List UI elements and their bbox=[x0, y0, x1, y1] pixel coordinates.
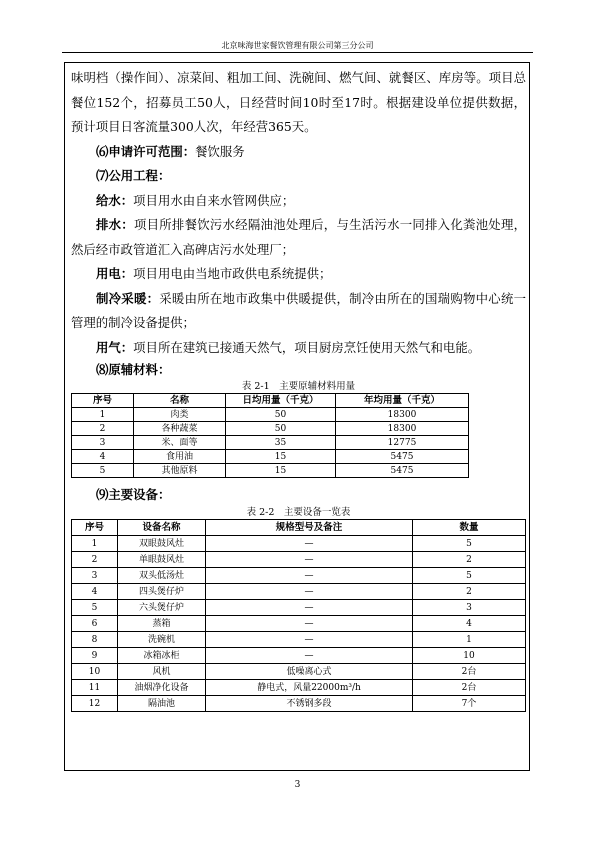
table-row bbox=[72, 696, 526, 712]
equipment-label: ⑼主要设备： bbox=[96, 487, 171, 502]
table-row bbox=[72, 632, 526, 648]
table-row bbox=[72, 464, 469, 478]
table-row bbox=[72, 436, 469, 450]
table-cell: 2 bbox=[413, 552, 526, 568]
permit-scope-label: ⑹申请许可范围： bbox=[96, 143, 196, 159]
table-cell: 米、面等 bbox=[134, 436, 226, 450]
table-row bbox=[72, 648, 526, 664]
drain-label: 排水： bbox=[96, 217, 134, 232]
hvac-text: 采暖由所在地市政集中供暖提供，制冷由所在的国瑞购物中心统一管理的制冷设备提供； bbox=[71, 290, 527, 330]
table-row bbox=[72, 536, 526, 552]
equipment-table bbox=[71, 519, 526, 712]
table-cell: 3 bbox=[72, 568, 118, 584]
table-header-cell: 日均用量（千克） bbox=[226, 394, 336, 408]
table-cell: 洗碗机 bbox=[118, 632, 206, 648]
table-cell: 7个 bbox=[413, 696, 526, 712]
permit-scope-text: 餐饮服务 bbox=[195, 143, 245, 159]
table-cell: 18300 bbox=[336, 422, 469, 436]
materials-label: ⑻原辅材料： bbox=[96, 362, 171, 377]
table-cell: 肉类 bbox=[134, 408, 226, 422]
table-row bbox=[72, 450, 469, 464]
table-cell: 双头低汤灶 bbox=[118, 568, 206, 584]
header-rule bbox=[62, 52, 533, 53]
table-header-cell: 年均用量（千克） bbox=[336, 394, 469, 408]
table-cell: 双眼鼓风灶 bbox=[118, 536, 206, 552]
water-text: 项目用水由自来水管网供应； bbox=[133, 192, 295, 208]
table-cell: 1 bbox=[413, 632, 526, 648]
table-cell: — bbox=[206, 648, 413, 664]
table-cell: 食用油 bbox=[134, 450, 226, 464]
equipment-heading bbox=[71, 484, 526, 506]
table-cell: 冰箱冰柜 bbox=[118, 648, 206, 664]
table-cell: — bbox=[206, 536, 413, 552]
table-cell: 5 bbox=[72, 464, 134, 478]
table-cell: 35 bbox=[226, 436, 336, 450]
table-cell: — bbox=[206, 568, 413, 584]
table-cell: 15 bbox=[226, 464, 336, 478]
gas-label: 用气： bbox=[96, 339, 134, 355]
table-row bbox=[72, 584, 526, 600]
table-cell: — bbox=[206, 552, 413, 568]
hvac bbox=[71, 287, 526, 336]
table-cell: 9 bbox=[72, 648, 118, 664]
table-cell: 6 bbox=[72, 616, 118, 632]
drain-text: 项目所排餐饮污水经隔油池处理后，与生活污水一同排入化粪池处理，然后经市政管道汇入高碑店污水处理厂； bbox=[71, 217, 527, 257]
table-cell: 4 bbox=[413, 616, 526, 632]
table-cell: 5 bbox=[72, 600, 118, 616]
table-row bbox=[72, 552, 526, 568]
table-cell: 10 bbox=[413, 648, 526, 664]
table-cell: 18300 bbox=[336, 408, 469, 422]
table-cell: 六头煲仔炉 bbox=[118, 600, 206, 616]
table-cell: 各种蔬菜 bbox=[134, 422, 226, 436]
table-cell: 50 bbox=[226, 408, 336, 422]
table-cell: 10 bbox=[72, 664, 118, 680]
table-row bbox=[72, 422, 469, 436]
table-cell: 15 bbox=[226, 450, 336, 464]
power-supply bbox=[71, 262, 526, 287]
table-cell: — bbox=[206, 616, 413, 632]
table-cell: 油烟净化设备 bbox=[118, 680, 206, 696]
table-cell: 4 bbox=[72, 584, 118, 600]
table-row bbox=[72, 600, 526, 616]
table-cell: 8 bbox=[72, 632, 118, 648]
table-cell: 2台 bbox=[413, 680, 526, 696]
table-cell: 1 bbox=[72, 408, 134, 422]
table-header-cell: 设备名称 bbox=[118, 520, 206, 536]
table-row bbox=[72, 664, 526, 680]
power-text: 项目用电由当地市政供电系统提供； bbox=[133, 266, 332, 281]
table-header-cell: 名称 bbox=[134, 394, 226, 408]
table-cell: — bbox=[206, 584, 413, 600]
table-header-cell: 序号 bbox=[72, 394, 134, 408]
table-cell: 5 bbox=[413, 536, 526, 552]
table-cell: 4 bbox=[72, 450, 134, 464]
table-header-cell: 数量 bbox=[413, 520, 526, 536]
table-header-row bbox=[72, 520, 526, 536]
table-cell: — bbox=[206, 632, 413, 648]
table-cell: 四头煲仔炉 bbox=[118, 584, 206, 600]
table-row bbox=[72, 568, 526, 584]
utilities-label: ⑺公用工程： bbox=[96, 168, 171, 183]
table-cell: 5475 bbox=[336, 464, 469, 478]
table-cell: 3 bbox=[413, 600, 526, 616]
table-cell: 2 bbox=[72, 422, 134, 436]
table-cell: 2 bbox=[413, 584, 526, 600]
table-cell: 2台 bbox=[413, 664, 526, 680]
table-cell: 静电式，风量22000m³/h bbox=[206, 680, 413, 696]
table1-caption: 表 2-1 主要原辅材料用量 bbox=[241, 381, 356, 392]
utilities-heading bbox=[71, 164, 526, 189]
table-cell: 其他原料 bbox=[134, 464, 226, 478]
project-overview-paragraph: 味明档（操作间）、凉菜间、粗加工间、洗碗间、燃气间、就餐区、库房等。项目总餐位152个，招募员工50人，日经营时间10时至17时。根据建设单位提供数据，预计项目日客流量300人次，年经营365天。 bbox=[71, 70, 526, 134]
table-cell: 5475 bbox=[336, 450, 469, 464]
table-cell: 11 bbox=[72, 680, 118, 696]
page-number: 3 bbox=[294, 780, 301, 790]
power-label: 用电： bbox=[96, 266, 134, 281]
table-cell: — bbox=[206, 600, 413, 616]
table-cell: 12775 bbox=[336, 436, 469, 450]
gas-text: 项目所在建筑已接通天然气，项目厨房烹饪使用天然气和电能。 bbox=[133, 339, 481, 355]
table-cell: 12 bbox=[72, 696, 118, 712]
table-cell: 隔油池 bbox=[118, 696, 206, 712]
table-row bbox=[72, 616, 526, 632]
table-row bbox=[72, 680, 526, 696]
table-header-cell: 序号 bbox=[72, 520, 118, 536]
table-cell: 3 bbox=[72, 436, 134, 450]
table-cell: 5 bbox=[413, 568, 526, 584]
materials-table bbox=[71, 393, 469, 478]
page-header: 北京味海世家餐饮管理有限公司第三分公司 bbox=[221, 41, 374, 50]
document-body bbox=[71, 66, 526, 712]
table-cell: 不锈钢多段 bbox=[206, 696, 413, 712]
materials-heading bbox=[71, 360, 526, 380]
table-row bbox=[72, 408, 469, 422]
gas-supply bbox=[71, 336, 526, 361]
permit-scope bbox=[71, 140, 526, 165]
table-cell: 单眼鼓风灶 bbox=[118, 552, 206, 568]
water-label: 给水： bbox=[96, 192, 134, 208]
table2-caption: 表 2-2 主要设备一览表 bbox=[246, 507, 351, 518]
drainage bbox=[71, 213, 526, 262]
hvac-label: 制冷采暖： bbox=[96, 290, 160, 306]
table-cell: 低噪离心式 bbox=[206, 664, 413, 680]
table-cell: 2 bbox=[72, 552, 118, 568]
table-header-row bbox=[72, 394, 469, 408]
table-cell: 风机 bbox=[118, 664, 206, 680]
table-cell: 蒸箱 bbox=[118, 616, 206, 632]
water-supply bbox=[71, 189, 526, 214]
table-header-cell: 规格型号及备注 bbox=[206, 520, 413, 536]
table-cell: 1 bbox=[72, 536, 118, 552]
table-cell: 50 bbox=[226, 422, 336, 436]
